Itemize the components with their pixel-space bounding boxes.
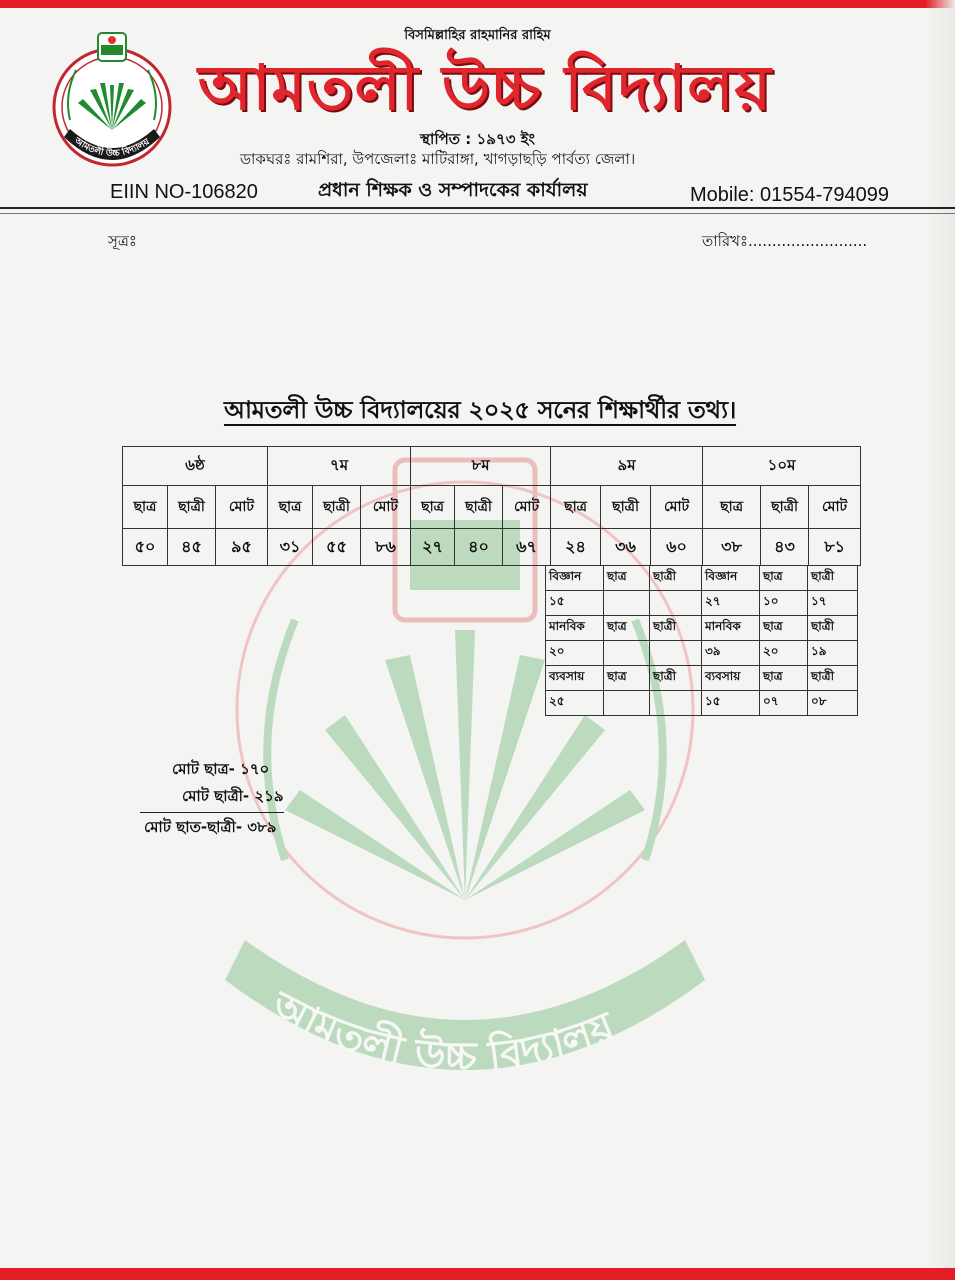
stream-10-humanities-total: ৩৯: [702, 641, 760, 666]
cell-10-boys: ৩৮: [703, 529, 761, 566]
col-girls: ছাত্রী: [168, 486, 216, 529]
mobile-number: Mobile: 01554-794099: [690, 184, 890, 206]
col-total: মোট: [809, 486, 861, 529]
stream-boys-label: ছাত্র: [604, 566, 650, 591]
stream-10-science-girls: ১৭: [808, 591, 858, 616]
col-girls: ছাত্রী: [761, 486, 809, 529]
col-boys: ছাত্র: [268, 486, 313, 529]
class-9-header: ৯ম: [551, 447, 703, 486]
cell-7-boys: ৩১: [268, 529, 313, 566]
stream-10-business-total: ১৫: [702, 691, 760, 716]
watermark-text: আমতলী উচ্চ বিদ্যালয়: [264, 982, 621, 1080]
stream-9-business-total: ২৫: [546, 691, 604, 716]
cell-10-total: ৮১: [809, 529, 861, 566]
cell-9-boys: ২৪: [551, 529, 601, 566]
col-boys: ছাত্র: [123, 486, 168, 529]
stream-boys-label: ছাত্র: [760, 666, 808, 691]
stream-girls-label: ছাত্রী: [650, 616, 702, 641]
office-title: প্রধান শিক্ষক ও সম্পাদকের কার্যালয়: [318, 179, 588, 201]
eiin-number: EIIN NO-106820: [110, 181, 258, 203]
stream-9-science-total: ১৫: [546, 591, 604, 616]
cell-8-boys: ২৭: [411, 529, 455, 566]
stream-girls-label: ছাত্রী: [650, 666, 702, 691]
established-year: স্থাপিত : ১৯৭৩ ইং: [420, 130, 535, 148]
stream-girls-label: ছাত্রী: [808, 616, 858, 641]
stream-9-humanities-girls: [650, 641, 702, 666]
stream-girls-label: ছাত্রী: [808, 566, 858, 591]
header-divider: [0, 207, 955, 209]
cell-9-total: ৬০: [651, 529, 703, 566]
stream-9-business-boys: [604, 691, 650, 716]
totals-block: [140, 758, 284, 843]
stream-girls-label: ছাত্রী: [650, 566, 702, 591]
stream-10-business-label: ব্যবসায়: [702, 666, 760, 691]
stream-9-humanities-label: মানবিক: [546, 616, 604, 641]
class-7-header: ৭ম: [268, 447, 411, 486]
header-divider-thin: [0, 213, 955, 214]
stream-9-humanities-boys: [604, 641, 650, 666]
cell-6-boys: ৫০: [123, 529, 168, 566]
stream-boys-label: ছাত্র: [760, 566, 808, 591]
col-boys: ছাত্র: [703, 486, 761, 529]
col-girls: ছাত্রী: [601, 486, 651, 529]
cell-6-total: ৯৫: [216, 529, 268, 566]
col-boys: ছাত্র: [411, 486, 455, 529]
stream-10-science-total: ২৭: [702, 591, 760, 616]
stream-9-science-boys: [604, 591, 650, 616]
bottom-border: [0, 1268, 955, 1280]
class-8-header: ৮ম: [411, 447, 551, 486]
class-6-header: ৬ষ্ঠ: [123, 447, 268, 486]
col-total: মোট: [651, 486, 703, 529]
stream-10-science-boys: ১০: [760, 591, 808, 616]
col-girls: ছাত্রী: [455, 486, 503, 529]
stream-9-science-label: বিজ্ঞান: [546, 566, 604, 591]
stream-boys-label: ছাত্র: [604, 616, 650, 641]
stream-10-business-boys: ০৭: [760, 691, 808, 716]
top-border: [0, 0, 955, 8]
stream-10-science-label: বিজ্ঞান: [702, 566, 760, 591]
enrollment-table: [122, 446, 861, 566]
cell-7-girls: ৫৫: [313, 529, 361, 566]
logo-text: আমতলী উচ্চ বিদ্যালয়: [72, 136, 152, 160]
page-edge-shade: [925, 0, 955, 1280]
cell-10-girls: ৪৩: [761, 529, 809, 566]
document-title: আমতলী উচ্চ বিদ্যালয়ের ২০২৫ সনের শিক্ষার্থীর তথ্য।: [223, 396, 737, 424]
stream-10-humanities-girls: ১৯: [808, 641, 858, 666]
bismillah-line: বিসমিল্লাহির রাহমানির রাহিম: [404, 28, 551, 43]
stream-boys-label: ছাত্র: [760, 616, 808, 641]
col-total: মোট: [216, 486, 268, 529]
school-name: আমতলী উচ্চ বিদ্যালয়: [198, 51, 772, 124]
stream-10-humanities-label: মানবিক: [702, 616, 760, 641]
stream-10-humanities-boys: ২০: [760, 641, 808, 666]
stream-9-humanities-total: ২০: [546, 641, 604, 666]
school-address: ডাকঘরঃ রামশিরা, উপজেলাঃ মাটিরাঙ্গা, খাগড়াছড়ি পার্বত্য জেলা।: [240, 150, 636, 168]
stream-10-business-girls: ০৮: [808, 691, 858, 716]
stream-girls-label: ছাত্রী: [808, 666, 858, 691]
reference-label: সূত্রঃ: [108, 232, 137, 250]
date-label: তারিখঃ.........................: [702, 232, 868, 250]
col-boys: ছাত্র: [551, 486, 601, 529]
cell-9-girls: ৩৬: [601, 529, 651, 566]
cell-8-total: ৬৭: [503, 529, 551, 566]
cell-8-girls: ৪০: [455, 529, 503, 566]
col-total: মোট: [361, 486, 411, 529]
cell-6-girls: ৪৫: [168, 529, 216, 566]
class-10-header: ১০ম: [703, 447, 861, 486]
stream-9-science-girls: [650, 591, 702, 616]
stream-9-business-label: ব্যবসায়: [546, 666, 604, 691]
total-girls: মোট ছাত্রী- ২১৯: [140, 785, 284, 813]
total-students: মোট ছাত-ছাত্রী- ৩৮৯: [144, 818, 277, 836]
total-boys: মোট ছাত্র- ১৭০: [172, 760, 270, 778]
stream-boys-label: ছাত্র: [604, 666, 650, 691]
stream-breakdown-table: [545, 565, 858, 716]
col-girls: ছাত্রী: [313, 486, 361, 529]
stream-9-business-girls: [650, 691, 702, 716]
cell-7-total: ৮৬: [361, 529, 411, 566]
col-total: মোট: [503, 486, 551, 529]
